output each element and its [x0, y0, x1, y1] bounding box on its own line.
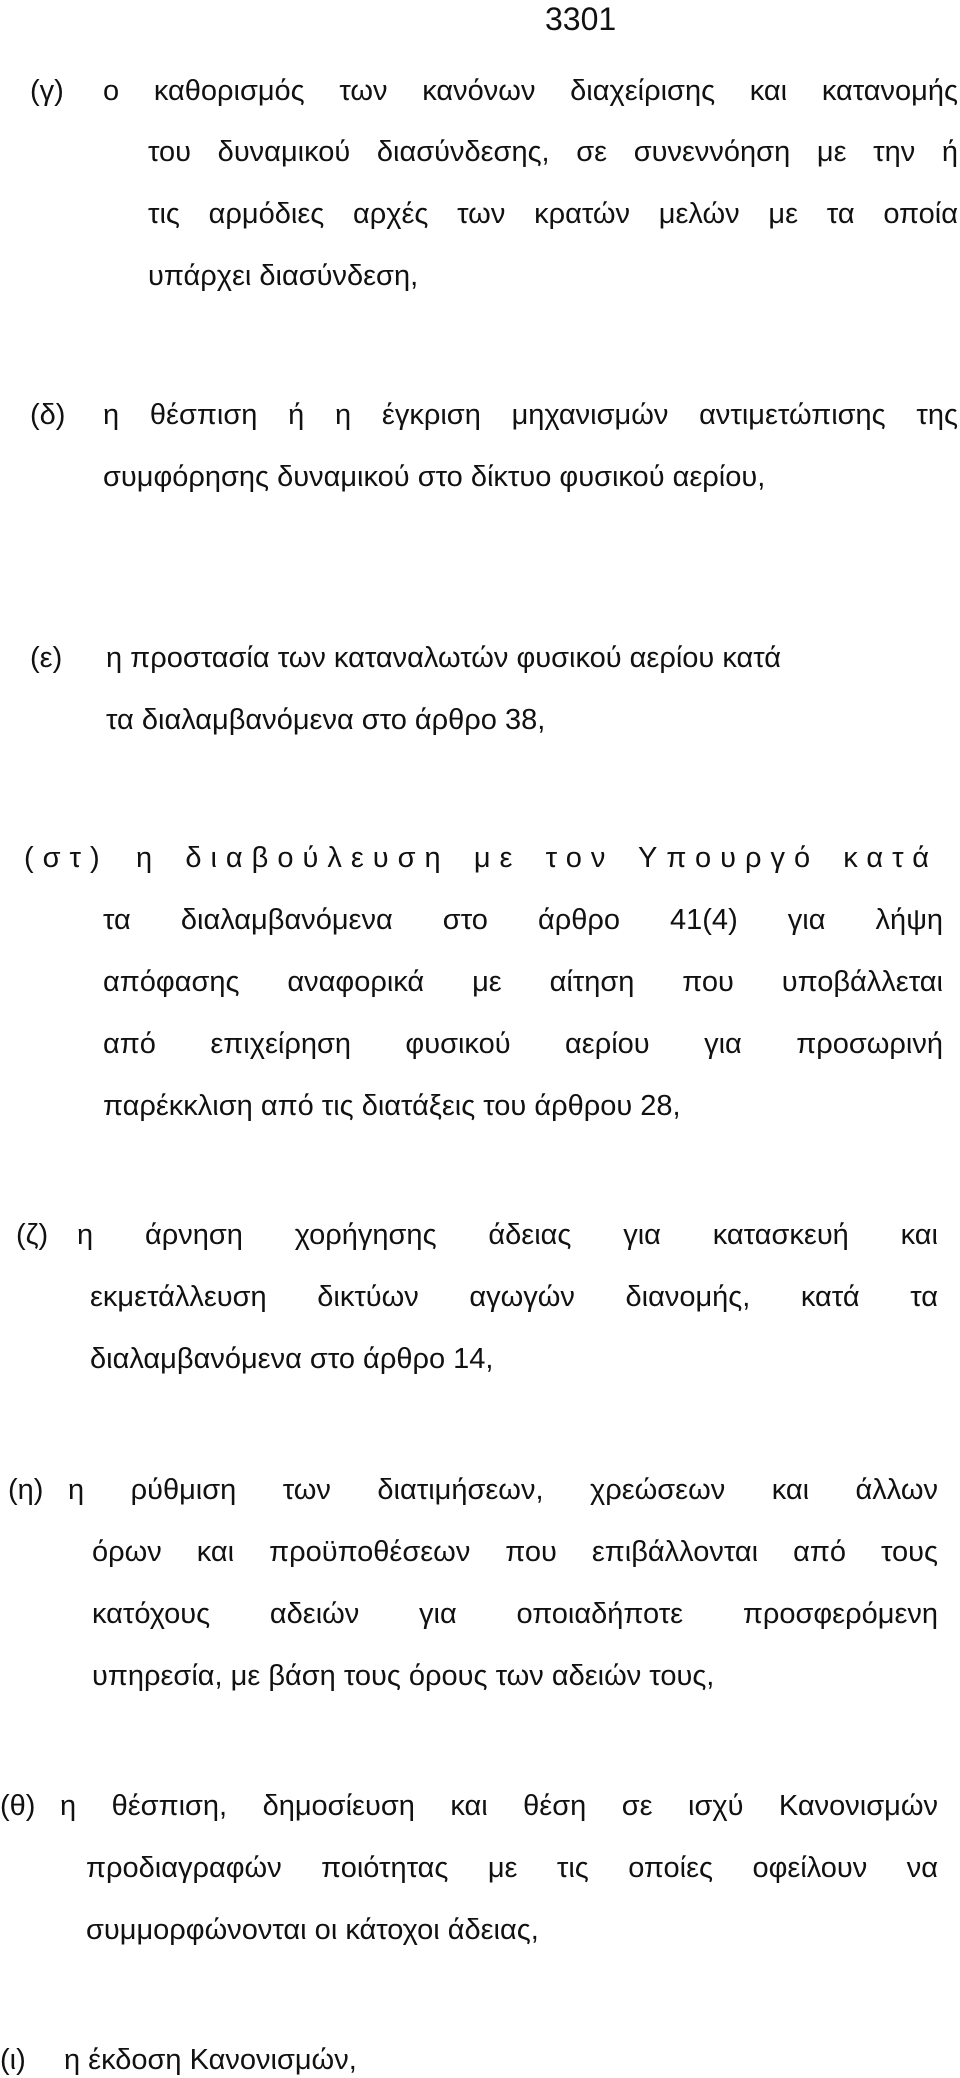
clause-line: από επιχείρηση φυσικού αερίου για προσωρινή [103, 1028, 943, 1060]
clause-line: η θέσπιση ή η έγκριση μηχανισμών αντιμετώπισης της [103, 399, 958, 431]
clause-line: όρων και προϋποθέσεων που επιβάλλονται από τους [92, 1536, 938, 1568]
page-number: 3301 [545, 1, 617, 37]
clause-label: (δ) [30, 399, 66, 431]
clause-label: (ζ) [16, 1219, 49, 1251]
clause-line: τα διαλαμβανόμενα στο άρθρο 38, [106, 704, 546, 736]
clause-label: (ε) [30, 642, 63, 674]
clause-line: η άρνηση χορήγησης άδειας για κατασκευή και [77, 1219, 938, 1251]
clause-line: ο καθορισμός των κανόνων διαχείρισης και κατανομής [103, 75, 958, 107]
clause-line: η ρύθμιση των διατιμήσεων, χρεώσεων και άλλων [68, 1474, 938, 1506]
clause-line: συμφόρησης δυναμικού στο δίκτυο φυσικού αερίου, [103, 461, 766, 493]
clause-line: τα διαλαμβανόμενα στο άρθρο 41(4) για λήψη [103, 904, 943, 936]
clause-line: διαλαμβανόμενα στο άρθρο 14, [90, 1343, 494, 1375]
clause-line: υπάρχει διασύνδεση, [148, 260, 419, 292]
clause-line: απόφασης αναφορικά με αίτηση που υποβάλλεται [103, 966, 943, 998]
clause-label: (ι) [0, 2044, 26, 2076]
clause-label: (στ) [24, 842, 109, 874]
clause-line: η θέσπιση, δημοσίευση και θέση σε ισχύ Κανονισμών [60, 1790, 938, 1822]
clause-line: εκμετάλλευση δικτύων αγωγών διανομής, κατά τα [90, 1281, 938, 1313]
clause-line: συμμορφώνονται οι κάτοχοι άδειας, [86, 1914, 539, 1946]
clause-line: η προστασία των καταναλωτών φυσικού αερίου κατά [106, 642, 782, 674]
clause-line: του δυναμικού διασύνδεσης, σε συνεννόηση με την ή [148, 136, 958, 168]
clause-label: (γ) [30, 75, 64, 107]
clause-line: η έκδοση Κανονισμών, [64, 2044, 357, 2076]
clause-line: προδιαγραφών ποιότητας με τις οποίες οφείλουν να [86, 1852, 938, 1884]
clause-line: κατόχους αδειών για οποιαδήποτε προσφερόμενη [92, 1598, 938, 1630]
clause-label: (η) [8, 1474, 44, 1506]
clause-line: υπηρεσία, με βάση τους όρους των αδειών τους, [92, 1660, 715, 1692]
clause-label: (θ) [0, 1790, 36, 1822]
clause-line: η διαβούλευση με τον Υπουργό κατά [136, 842, 938, 874]
clause-line: παρέκκλιση από τις διατάξεις του άρθρου 28, [103, 1090, 681, 1122]
clause-line: τις αρμόδιες αρχές των κρατών μελών με τα οποία [148, 198, 958, 230]
